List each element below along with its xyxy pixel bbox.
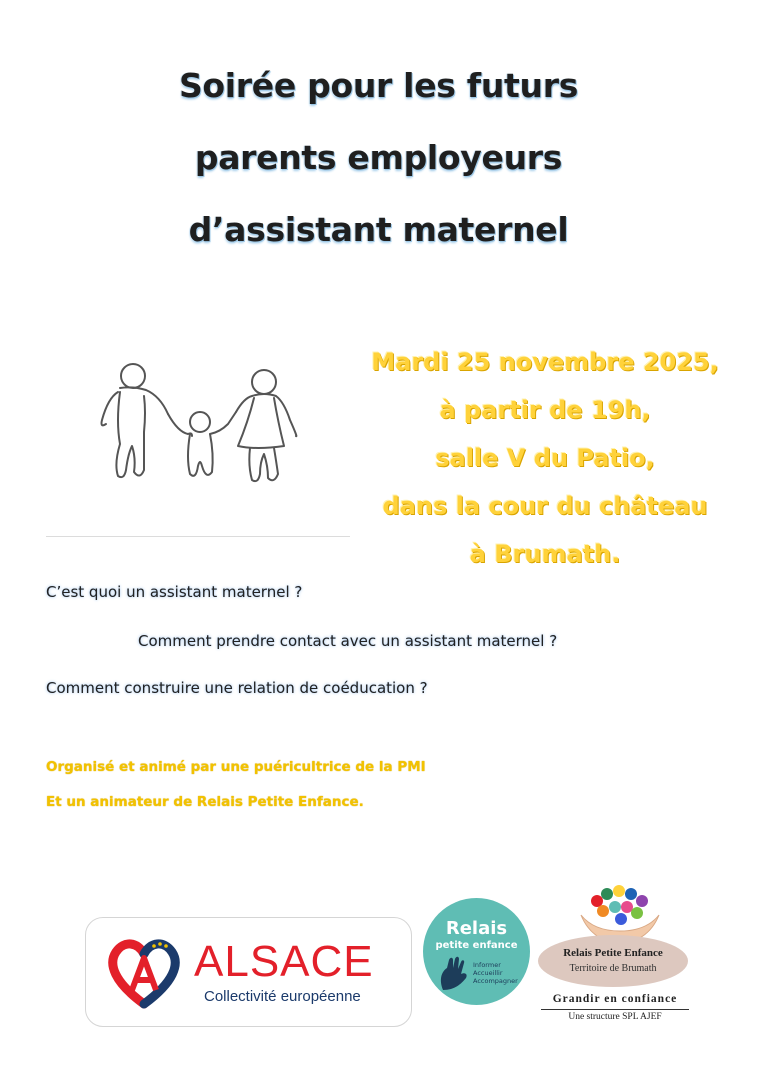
alsace-wordmark: ALSACE xyxy=(194,937,374,986)
question-3: Comment construire une relation de coéducation ? xyxy=(46,679,428,697)
title-line-3: d’assistant maternel xyxy=(188,210,569,249)
relais-mission-3: Accompagner xyxy=(473,977,518,985)
rpe-backdrop xyxy=(538,935,688,987)
rpe-slogan-rule xyxy=(541,1009,689,1010)
rpe-brumath-logo xyxy=(535,885,695,1033)
event-date: Mardi 25 novembre 2025, xyxy=(371,348,719,376)
relais-title: Relais xyxy=(445,918,508,939)
event-time: à partir de 19h, xyxy=(439,396,651,424)
relais-mission-1: Informer xyxy=(473,961,501,969)
hand-icon xyxy=(437,956,469,992)
family-illustration xyxy=(88,362,310,488)
rpe-territory: Territoire de Brumath xyxy=(569,963,657,974)
question-1: C’est quoi un assistant maternel ? xyxy=(46,583,303,601)
alsace-logo xyxy=(85,917,412,1027)
title-line-1: Soirée pour les futurs xyxy=(178,66,579,105)
event-details xyxy=(350,338,740,578)
event-place: dans la cour du château xyxy=(382,492,708,520)
relais-mission-2: Accueillir xyxy=(473,969,503,977)
organizer-line-2: Et un animateur de Relais Petite Enfance. xyxy=(46,794,364,810)
relais-logo xyxy=(423,898,530,1005)
event-room: salle V du Patio, xyxy=(435,444,655,472)
organizer-line-1: Organisé et animé par une puéricultrice de la PMI xyxy=(46,759,426,775)
alsace-heart-icon xyxy=(106,934,182,1010)
title-line-2: parents employeurs xyxy=(194,138,563,177)
rpe-structure: Une structure SPL AJEF xyxy=(568,1012,662,1022)
rpe-title: Relais Petite Enfance xyxy=(563,947,663,959)
poster-title xyxy=(0,50,757,266)
relais-missions xyxy=(473,961,518,985)
alsace-subtitle: Collectivité européenne xyxy=(204,988,361,1005)
question-2: Comment prendre contact avec un assistant maternel ? xyxy=(138,632,558,650)
relais-subtitle: petite enfance xyxy=(435,940,518,951)
divider xyxy=(46,536,350,537)
rpe-slogan: Grandir en confiance xyxy=(552,993,678,1005)
event-city: à Brumath. xyxy=(469,540,621,568)
